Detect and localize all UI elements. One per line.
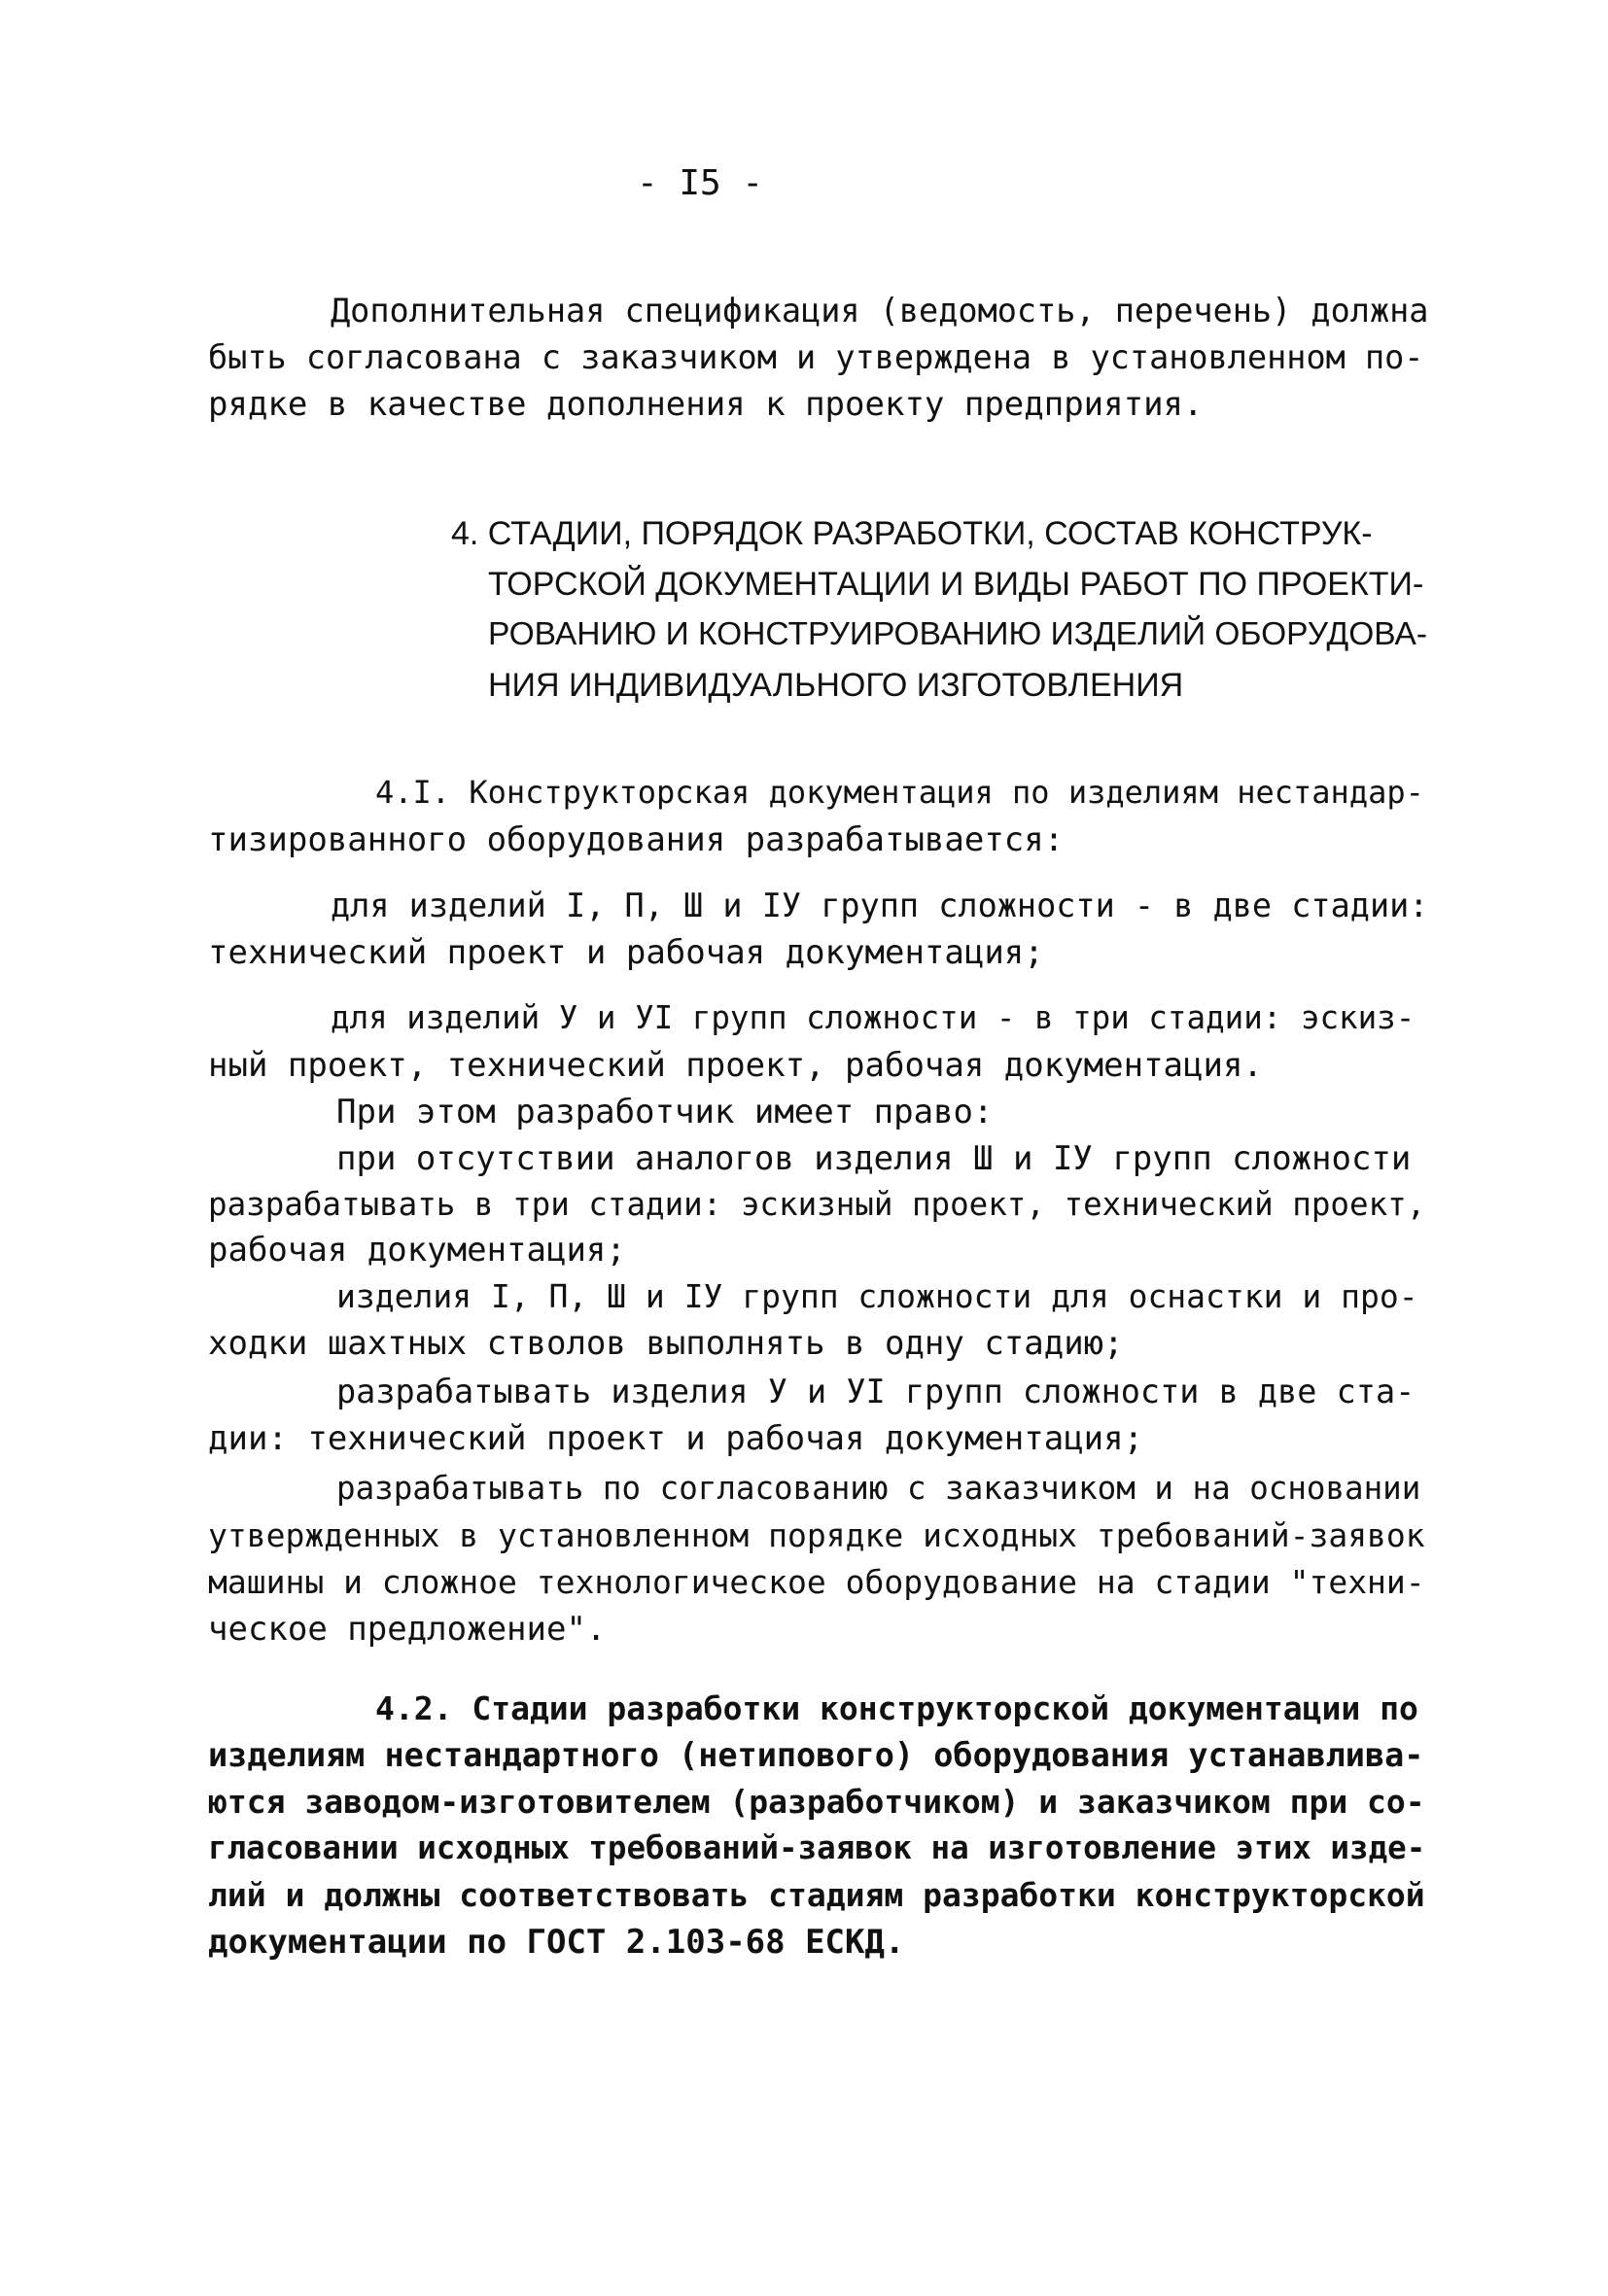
clause-line: гласовании исходных требований-заявок на изготовление этих изде-	[208, 1829, 1426, 1866]
clause-line: рабочая документация;	[208, 1231, 626, 1270]
clause-line: документации по ГОСТ 2.103-68 ЕСКД.	[208, 1923, 905, 1962]
clause-line: ческое предложение".	[208, 1610, 607, 1649]
clause-line: лий и должны соответствовать стадиям разработки конструкторской	[208, 1876, 1425, 1914]
clause-line: 4.I. Конструкторская документация по изделиям нестандар-	[375, 774, 1424, 811]
intro-line: рядке в качестве дополнения к проекту предприятия.	[208, 385, 1204, 424]
clause-line: При этом разработчик имеет право:	[336, 1093, 994, 1131]
intro-line: Дополнительная спецификация (ведомость, перечень) должна	[331, 292, 1429, 330]
clause-line: для изделий I, П, Ш и IУ групп сложности - в две стадии:	[331, 887, 1429, 924]
clause-line: изделия I, П, Ш и IУ групп сложности для оснастки и про-	[336, 1277, 1418, 1315]
clause-line: разрабатывать изделия У и УI групп сложности в две ста-	[336, 1373, 1416, 1410]
clause-line: разрабатывать в три стадии: эскизный проект, технический проект,	[208, 1186, 1426, 1223]
clause-line: изделиям нестандартного (нетипового) оборудования устанавлива-	[208, 1736, 1424, 1774]
heading-line: 4. СТАДИИ, ПОРЯДОК РАЗРАБОТКИ, СОСТАВ КОНСТРУК-	[451, 515, 1373, 552]
clause-line: разрабатывать по согласованию с заказчиком и на основании	[336, 1470, 1421, 1507]
clause-line: машины и сложное технологическое оборудование на стадии "техни-	[208, 1563, 1425, 1601]
clause-line: ходки шахтных стволов выполнять в одну стадию;	[208, 1324, 1124, 1363]
clause-line: тизированного оборудования разрабатывается:	[208, 820, 1065, 859]
intro-line: быть согласована с заказчиком и утверждена в установленном по-	[208, 338, 1424, 376]
clause-line: ный проект, технический проект, рабочая документация.	[208, 1046, 1263, 1085]
clause-line: ются заводом-изготовителем (разработчиком) и заказчиком при со-	[208, 1783, 1425, 1821]
clause-line: утвержденных в установленном порядке исходных требований-заявок	[208, 1516, 1425, 1554]
clause-line: технический проект и рабочая документация;	[208, 933, 1044, 972]
clause-line: 4.2. Стадии разработки конструкторской документации по	[375, 1689, 1418, 1727]
heading-line: НИЯ ИНДИВИДУАЛЬНОГО ИЗГОТОВЛЕНИЯ	[488, 667, 1184, 704]
clause-line: дии: технический проект и рабочая документация;	[208, 1419, 1144, 1458]
clause-line: при отсутствии аналогов изделия Ш и IУ групп сложности	[336, 1139, 1412, 1178]
heading-line: РОВАНИЮ И КОНСТРУИРОВАНИЮ ИЗДЕЛИЙ ОБОРУДОВА-	[488, 616, 1427, 652]
page-number: - I5 -	[636, 163, 764, 203]
heading-line: ТОРСКОЙ ДОКУМЕНТАЦИИ И ВИДЫ РАБОТ ПО ПРОЕКТИ-	[488, 566, 1424, 603]
clause-line: для изделий У и УI групп сложности - в три стадии: эскиз-	[331, 999, 1416, 1036]
